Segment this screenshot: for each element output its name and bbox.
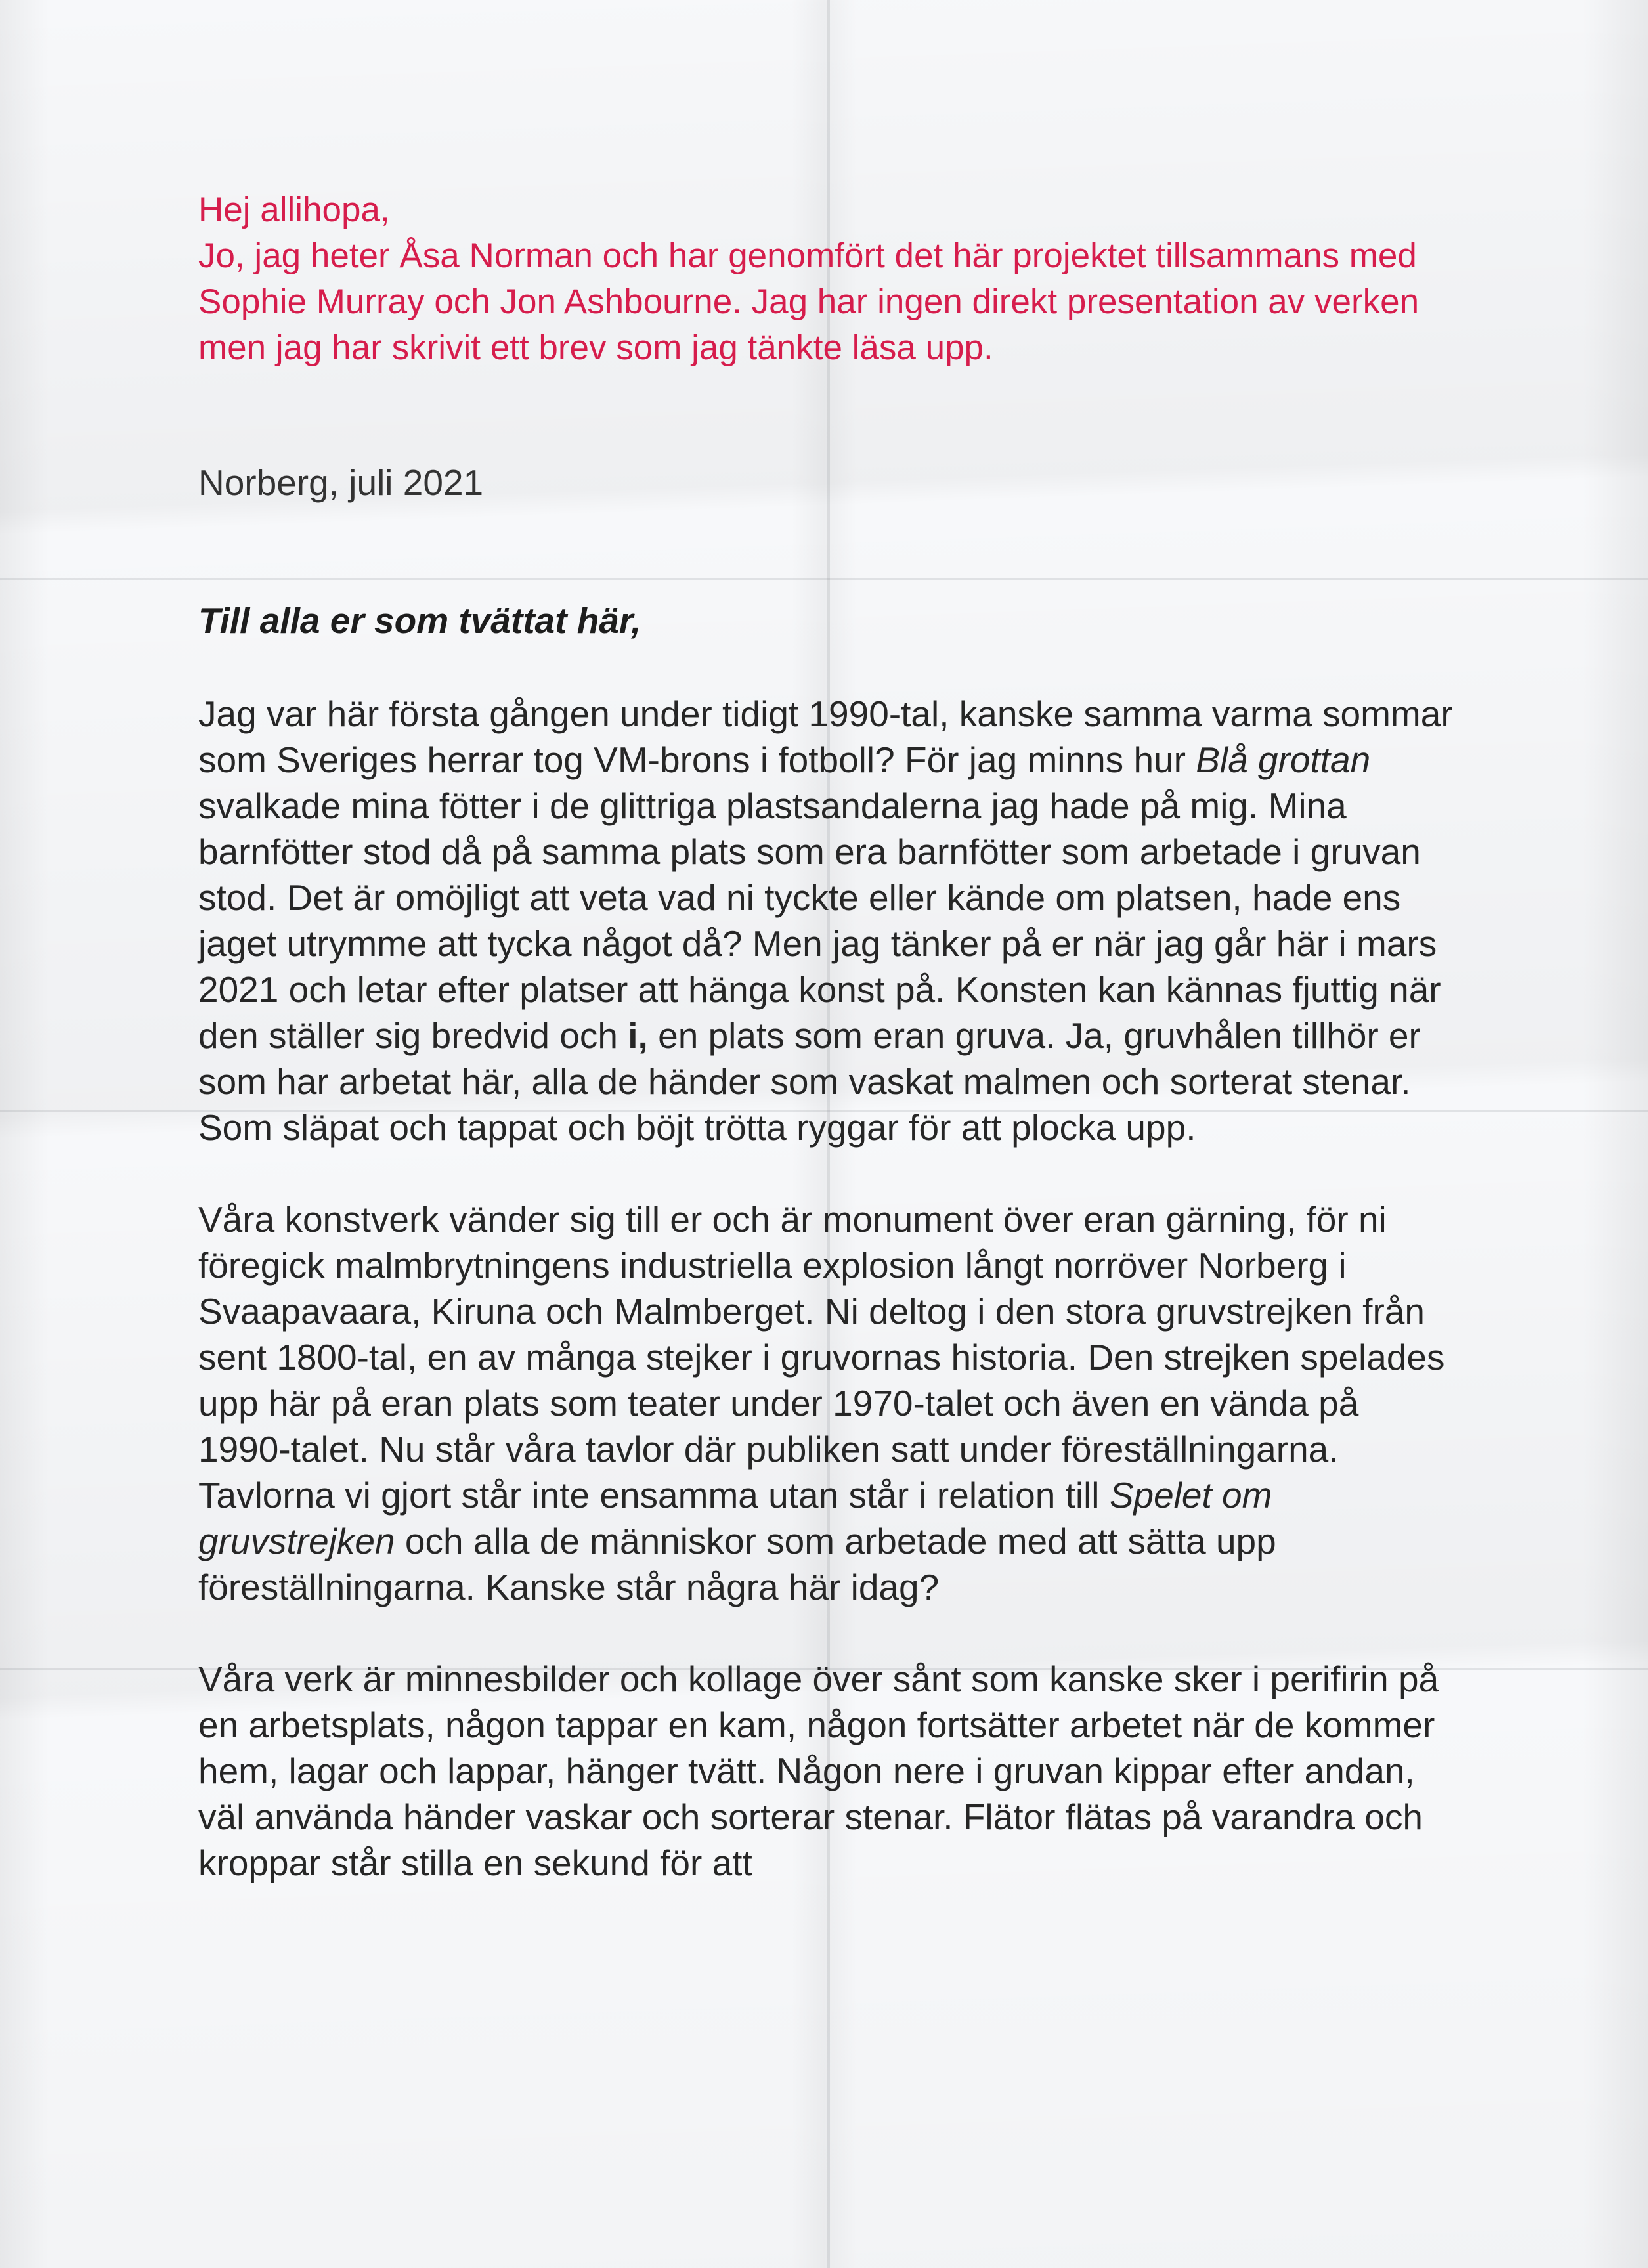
paragraph-1 <box>198 691 1459 1150</box>
emphasis-bold: i, <box>628 1015 648 1056</box>
paragraph-text: Våra konstverk vänder sig till er och är monument över eran gärning, för ni föregick malmbrytningens industriella explosion långt norröver Norberg i Svaapavaara, Kiruna och Malmberget. Ni deltog i den stora gruvstrejken från sent 1800-tal, en av många stejker i gruvornas historia. Den strejken spelades upp här på eran plats som teater under 1970-talet och även en vända på 1990-talet. Nu står våra tavlor där publiken satt under föreställningarna. Tavlorna vi gjort står inte ensamma utan står i relation till <box>198 1199 1445 1516</box>
greeting-line: Hej allihopa, <box>198 190 390 229</box>
greeting-intro: Jo, jag heter Åsa Norman och har genomfört det här projektet tillsammans med Sophie Murray och Jon Ashbourne. Jag har ingen direkt presentation av verken men jag har skrivit ett brev som jag tänkte läsa upp. <box>198 236 1420 367</box>
place-date: Norberg, juli 2021 <box>198 462 484 503</box>
greeting-block <box>198 187 1459 371</box>
salutation: Till alla er som tvättat här, <box>198 600 641 641</box>
letter-content <box>198 187 1459 1886</box>
paragraph-text: en plats som eran gruva. Ja, gruvhålen tillhör er som har arbetat här, alla de händer som vaskat malmen och sorterat stenar. Som släpat och tappat och böjt trötta ryggar för att plocka upp. <box>198 1015 1421 1148</box>
paragraph-text: Jag var här första gången under tidigt 1990-tal, kanske samma varma sommar som Sveriges herrar tog VM-brons i fotboll? För jag minns hur <box>198 693 1453 780</box>
paragraph-text: och alla de människor som arbetade med att sätta upp föreställningarna. Kanske står några här idag? <box>198 1521 1276 1607</box>
place-name-italic: Blå grottan <box>1196 739 1371 780</box>
paragraph-3: Våra verk är minnesbilder och kollage över sånt som kanske sker i perifirin på en arbetsplats, någon tappar en kam, någon fortsätter arbetet när de kommer hem, lagar och lappar, hänger tvätt. Någon nere i gruvan kippar efter andan, väl använda händer vaskar och sorterar stenar. Flätor flätas på varandra och kroppar står stilla en sekund för att <box>198 1659 1439 1883</box>
play-title-italic: Spelet om gruvstrejken <box>198 1475 1272 1561</box>
paragraph-text: svalkade mina fötter i de glittriga plastsandalerna jag hade på mig. Mina barnfötter stod då på samma plats som era barnfötter som arbetade i gruvan stod. Det är omöjligt att veta vad ni tyckte eller kände om platsen, hade ens jaget utrymme att tycka något då? Men jag tänker på er när jag går här i mars 2021 och letar efter platser att hänga konst på. Konsten kan kännas fjuttig när den ställer sig bredvid och <box>198 785 1441 1056</box>
paragraph-2 <box>198 1196 1459 1610</box>
